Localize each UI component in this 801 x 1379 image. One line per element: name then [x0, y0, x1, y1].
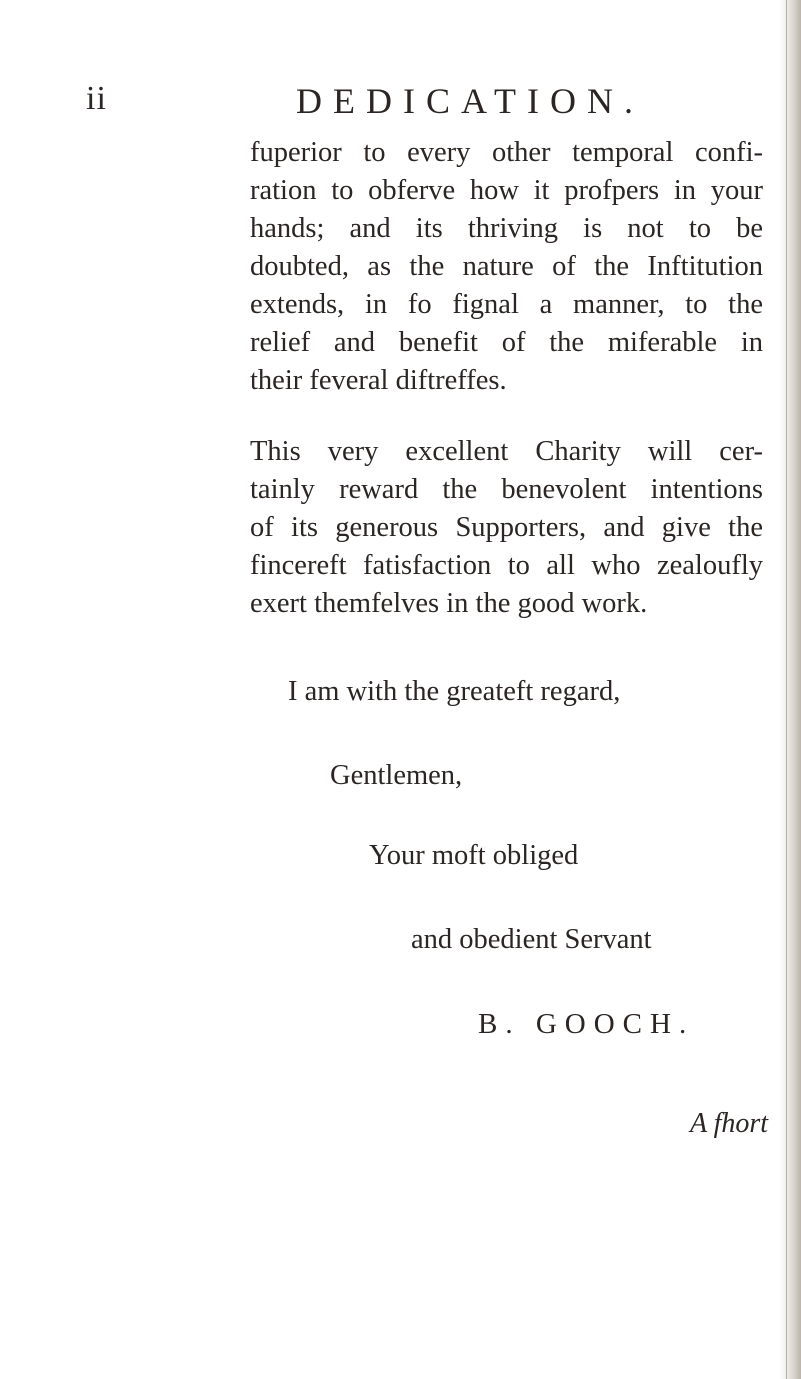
page-edge-line [786, 0, 787, 1379]
paragraph-line: exert themfelves in the good work. [250, 588, 648, 619]
paragraph-1 [250, 134, 763, 400]
paragraph-line: fuperior to every other temporal confi- [250, 137, 763, 168]
closing-salutation: Gentlemen, [330, 760, 463, 791]
paragraph-line: hands; and its thriving is not to be [250, 213, 763, 244]
paragraph-line: fincereft fatisfaction to all who zealoufly [250, 550, 763, 581]
paragraph-line: doubted, as the nature of the Inftitution [250, 251, 763, 282]
paragraph-line: extends, in fo fignal a manner, to the [250, 289, 763, 320]
paragraph-2 [250, 433, 763, 623]
paragraph-line: of its generous Supporters, and give the [250, 512, 763, 543]
paragraph-line: ration to obferve how it profpers in your [250, 175, 763, 206]
paragraph-line: their feveral diftreffes. [250, 365, 507, 396]
paragraph-line: This very excellent Charity will cer- [250, 436, 763, 467]
paragraph-line: relief and benefit of the miferable in [250, 327, 763, 358]
page-edge-shadow [779, 0, 801, 1379]
catchword: A fhort [690, 1108, 769, 1139]
signature: B. GOOCH. [478, 1008, 695, 1040]
running-head: DEDICATION. [296, 81, 644, 121]
closing-servant: and obedient Servant [411, 924, 652, 955]
closing-regard: I am with the greateft regard, [288, 676, 621, 707]
page-number: ii [86, 80, 107, 117]
paragraph-line: tainly reward the benevolent intentions [250, 474, 763, 505]
closing-obliged: Your moft obliged [369, 840, 579, 871]
